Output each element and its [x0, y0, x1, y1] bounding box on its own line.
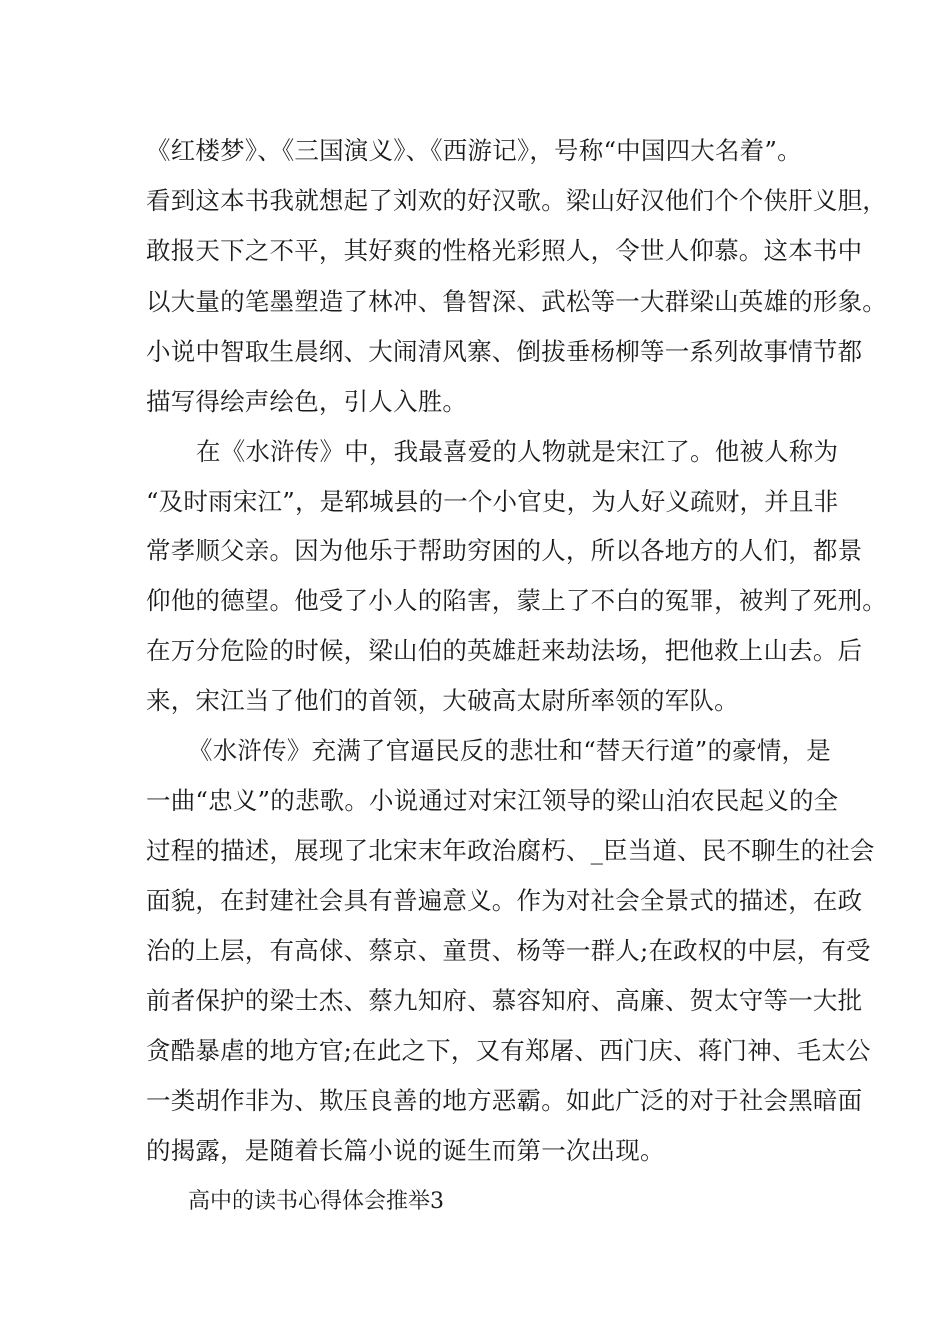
paragraph-3-line-8: 一类胡作非为、欺压良善的地方恶霸。如此广泛的对于社会黑暗面	[146, 1086, 863, 1115]
paragraph-1-line-5: 小说中智取生晨纲、大闹清风寨、倒拔垂杨柳等一系列故事情节都	[146, 337, 863, 366]
paragraph-2-line-4: 仰他的德望。他受了小人的陷害，蒙上了不白的冤罪，被判了死刑。	[146, 586, 887, 615]
paragraph-2-line-2: “及时雨宋江”，是郓城县的一个小官史，为人好义疏财，并且非	[146, 487, 839, 516]
paragraph-3-line-4: 面貌，在封建社会具有普遍意义。作为对社会全景式的描述，在政	[146, 886, 863, 915]
paragraph-2-line-5: 在万分危险的时候，梁山伯的英雄赶来劫法场，把他救上山去。后	[146, 636, 863, 665]
paragraph-2-line-6: 来，宋江当了他们的首领，大破高太尉所率领的军队。	[146, 686, 739, 715]
paragraph-1-line-3: 敢报天下之不平，其好爽的性格光彩照人，令世人仰慕。这本书中	[146, 236, 863, 265]
paragraph-3-line-5: 治的上层，有高俅、蔡京、童贯、杨等一群人;在政权的中层，有受	[146, 936, 871, 965]
paragraph-1-line-6: 描写得绘声绘色，引人入胜。	[146, 387, 468, 416]
paragraph-2-line-3: 常孝顺父亲。因为他乐于帮助穷困的人，所以各地方的人们，都景	[146, 536, 863, 565]
paragraph-2-line-1: 在《水浒传》中，我最喜爱的人物就是宋江了。他被人称为	[196, 437, 839, 466]
paragraph-1-line-4: 以大量的笔墨塑造了林冲、鲁智深、武松等一大群梁山英雄的形象。	[146, 287, 887, 316]
paragraph-3-line-9: 的揭露，是随着长篇小说的诞生而第一次出现。	[146, 1136, 665, 1165]
paragraph-3-line-3: 过程的描述，展现了北宋末年政治腐朽、_臣当道、民不聊生的社会	[146, 836, 875, 865]
section-heading: 高中的读书心得体会推举3	[188, 1189, 444, 1214]
paragraph-3-line-6: 前者保护的梁士杰、蔡九知府、慕容知府、高廉、贺太守等一大批	[146, 986, 863, 1015]
paragraph-3-line-2: 一曲“忠义”的悲歌。小说通过对宋江领导的梁山泊农民起义的全	[146, 786, 839, 815]
paragraph-3-line-7: 贪酷暴虐的地方官;在此之下，又有郑屠、西门庆、蒋门神、毛太公	[146, 1036, 871, 1065]
paragraph-3-line-1: 《水浒传》充满了官逼民反的悲壮和“替天行道”的豪情，是	[188, 736, 831, 765]
paragraph-1-line-2: 看到这本书我就想起了刘欢的好汉歌。梁山好汉他们个个侠肝义胆，	[146, 186, 887, 215]
paragraph-1-line-1: 《红楼梦》、《三国演义》、《西游记》，号称“中国四大名着”。	[146, 136, 802, 165]
